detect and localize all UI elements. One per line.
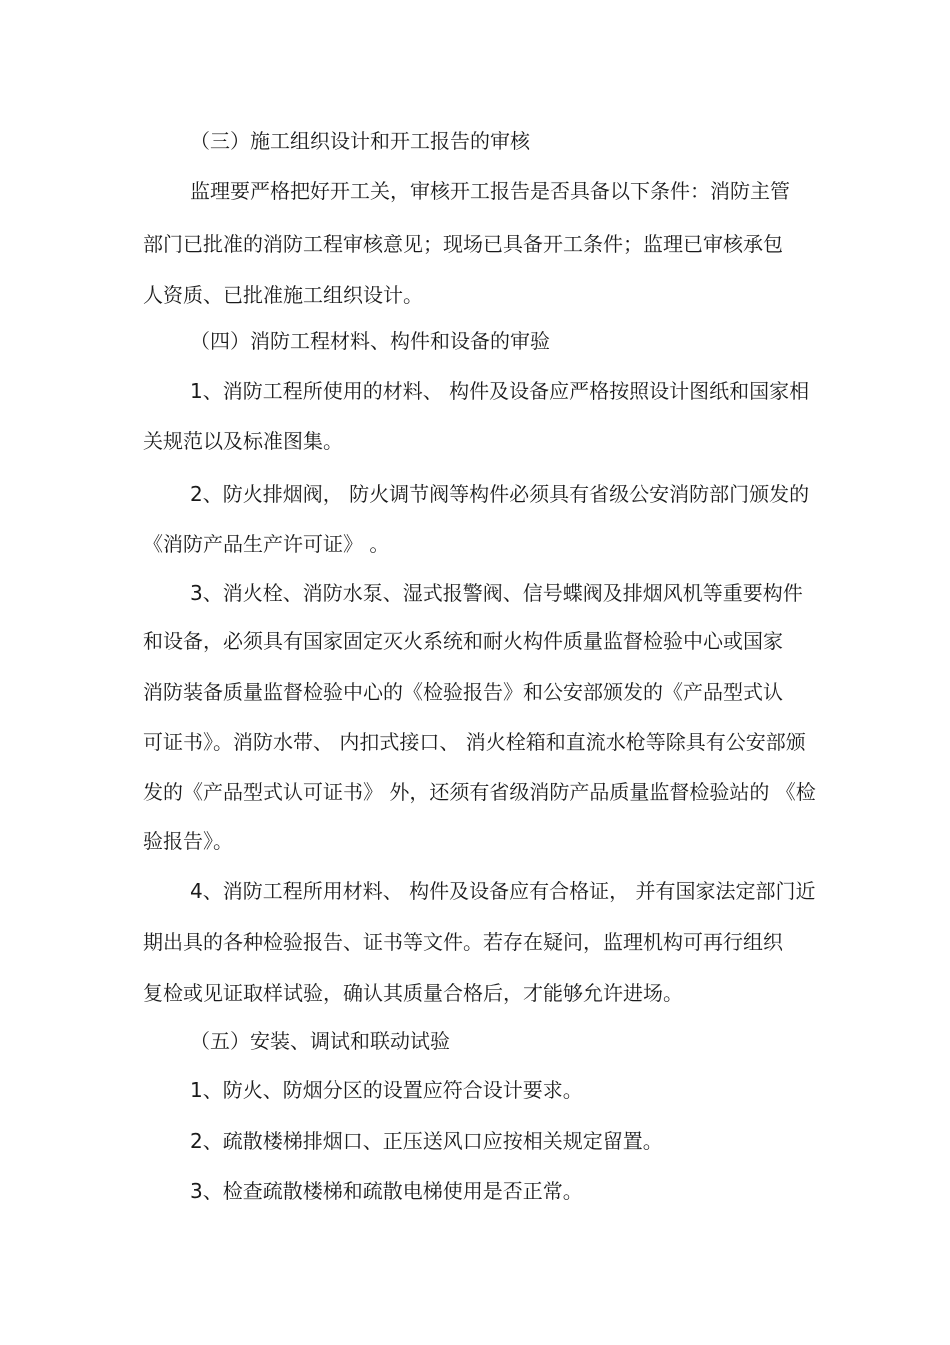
- paragraph-line: 部门已批准的消防工程审核意见；现场已具备开工条件；监理已审核承包: [143, 232, 783, 256]
- paragraph-line: 3、消火栓、消防水泵、湿式报警阀、信号蝶阀及排烟风机等重要构件: [190, 581, 803, 605]
- paragraph-line: 3、检查疏散楼梯和疏散电梯使用是否正常。: [190, 1179, 583, 1203]
- paragraph-line: 监理要严格把好开工关，审核开工报告是否具备以下条件：消防主管: [190, 179, 790, 203]
- paragraph-line: 期出具的各种检验报告、证书等文件。若存在疑问，监理机构可再行组织: [143, 930, 783, 954]
- paragraph-line: 人资质、已批准施工组织设计。: [143, 283, 423, 307]
- paragraph-line: 发的《产品型式认可证书》 外，还须有省级消防产品质量监督检验站的 《检: [143, 780, 816, 804]
- paragraph-line: 2、防火排烟阀， 防火调节阀等构件必须具有省级公安消防部门颁发的: [190, 482, 810, 506]
- paragraph-line: 1、消防工程所使用的材料、 构件及设备应严格按照设计图纸和国家相: [190, 379, 810, 403]
- paragraph-line: 4、消防工程所用材料、 构件及设备应有合格证， 并有国家法定部门近: [190, 879, 816, 903]
- paragraph-line: 1、防火、防烟分区的设置应符合设计要求。: [190, 1078, 583, 1102]
- section-heading: （五）安装、调试和联动试验: [190, 1029, 450, 1053]
- paragraph-line: 2、疏散楼梯排烟口、正压送风口应按相关规定留置。: [190, 1129, 663, 1153]
- paragraph-line: 复检或见证取样试验，确认其质量合格后，才能够允许进场。: [143, 981, 683, 1005]
- paragraph-line: 关规范以及标准图集。: [143, 429, 343, 453]
- paragraph-line: 可证书》。消防水带、 内扣式接口、 消火栓箱和直流水枪等除具有公安部颁: [143, 730, 806, 754]
- section-heading: （三）施工组织设计和开工报告的审核: [190, 129, 530, 153]
- paragraph-line: 和设备，必须具有国家固定灭火系统和耐火构件质量监督检验中心或国家: [143, 629, 783, 653]
- section-heading: （四）消防工程材料、构件和设备的审验: [190, 329, 550, 353]
- paragraph-line: 消防装备质量监督检验中心的《检验报告》和公安部颁发的《产品型式认: [143, 680, 783, 704]
- paragraph-line: 《消防产品生产许可证》 。: [143, 532, 390, 556]
- paragraph-line: 验报告》。: [143, 829, 233, 853]
